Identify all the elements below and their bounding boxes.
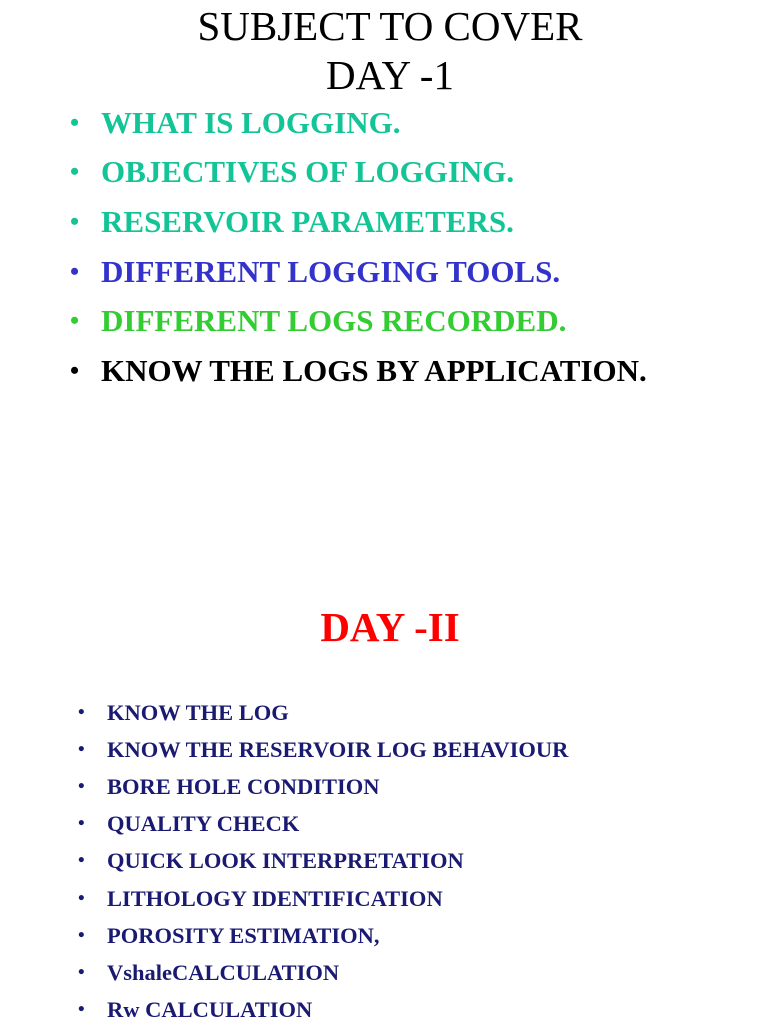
day1-topic-item (70, 247, 647, 297)
day2-topic-label: KNOW THE RESERVOIR LOG BEHAVIOUR (107, 736, 569, 762)
day2-heading: DAY -II (320, 604, 460, 650)
day2-topic-label: QUICK LOOK INTERPRETATION (107, 848, 464, 874)
day1-topic-item (70, 148, 647, 198)
day2-topic-item (78, 806, 568, 843)
day2-topic-label: Rw CALCULATION (107, 997, 313, 1023)
day2-topic-item (78, 880, 568, 917)
day1-topic-label: DIFFERENT LOGGING TOOLS. (101, 253, 561, 289)
title-line-2: DAY -1 (326, 52, 454, 98)
bullet-icon: • (78, 738, 85, 760)
slide-title (0, 2, 768, 100)
day2-topic-item (78, 992, 568, 1029)
day2-topic-list (78, 694, 568, 1029)
day2-topic-label: POROSITY ESTIMATION, (107, 922, 380, 948)
bullet-icon: • (78, 924, 85, 946)
bullet-icon: • (78, 813, 85, 835)
bullet-icon: • (78, 961, 85, 983)
title-line-1: SUBJECT TO COVER (197, 3, 583, 49)
day2-topic-item (78, 768, 568, 805)
day2-topic-item (78, 843, 568, 880)
bullet-icon: • (70, 256, 80, 286)
day1-topic-label: KNOW THE LOGS BY APPLICATION. (101, 352, 647, 388)
bullet-icon: • (78, 850, 85, 872)
bullet-icon: • (70, 107, 80, 137)
day2-topic-item (78, 954, 568, 991)
day1-topic-item (70, 98, 647, 148)
day1-topic-item (70, 197, 647, 247)
day2-topic-item (78, 694, 568, 731)
day1-topic-item (70, 346, 647, 396)
day2-topic-label: VshaleCALCULATION (107, 959, 340, 985)
day2-topic-label: LITHOLOGY IDENTIFICATION (107, 885, 443, 911)
day1-topic-item (70, 296, 647, 346)
bullet-icon: • (70, 306, 80, 336)
day2-topic-label: BORE HOLE CONDITION (107, 773, 380, 799)
bullet-icon: • (70, 157, 80, 187)
day2-topic-item (78, 731, 568, 768)
bullet-icon: • (70, 206, 80, 236)
day1-topic-list (70, 98, 647, 396)
bullet-icon: • (78, 999, 85, 1021)
day1-topic-label: OBJECTIVES OF LOGGING. (101, 154, 515, 190)
day2-topic-label: KNOW THE LOG (107, 699, 289, 725)
day2-topic-item (78, 917, 568, 954)
day2-topic-label: QUALITY CHECK (107, 811, 300, 837)
day1-topic-label: RESERVOIR PARAMETERS. (101, 203, 514, 239)
bullet-icon: • (70, 355, 80, 385)
bullet-icon: • (78, 701, 85, 723)
day1-topic-label: WHAT IS LOGGING. (101, 104, 401, 140)
bullet-icon: • (78, 887, 85, 909)
bullet-icon: • (78, 775, 85, 797)
day1-topic-label: DIFFERENT LOGS RECORDED. (101, 303, 567, 339)
